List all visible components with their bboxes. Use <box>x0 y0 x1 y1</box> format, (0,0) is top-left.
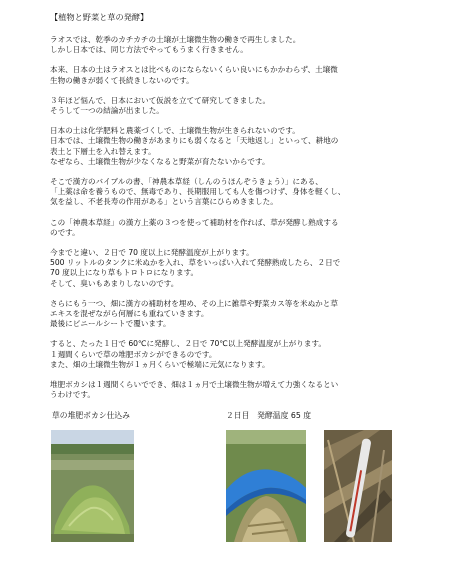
paragraph-line: うわけです。 <box>50 390 95 400</box>
paragraph <box>50 65 422 85</box>
paragraph-line: そして、臭いもあまりしないのです。 <box>50 278 179 288</box>
thermometer-photo <box>324 430 392 542</box>
paragraph-line: 本来、日本の土はラオスとは比べものにならないくらい良いにもかかわらず、土壌微 <box>50 65 338 75</box>
photo-caption-fermentation: ２日目 発酵温度 65 度 <box>226 411 312 420</box>
paragraph-line: 日本では、土壌微生物の働きがあまりにも弱くなると「天地返し」といって、耕地の <box>50 136 339 146</box>
paragraph-line: ３年ほど悩んで、日本において仮説を立てて研究してきました。 <box>50 95 271 105</box>
paragraph <box>50 218 422 238</box>
paragraph-line: なぜなら、土壌微生物が少なくなると野菜が育たないからです。 <box>50 156 270 166</box>
paragraph-line: そうして一つの結論が出ました。 <box>50 106 164 116</box>
photo-captions <box>50 410 422 422</box>
paragraph-line: １週間くらいで草の堆肥ボカシができるのです。 <box>50 349 217 359</box>
paragraph-line: 表土と下層土を入れ替えます。 <box>50 146 156 156</box>
paragraph-line: すると、たった１日で 60℃に発酵し、２日で 70℃以上発酵温度が上がります。 <box>50 339 327 349</box>
paragraph-line: エキスを混ぜながら何層にも重ねていきます。 <box>50 309 209 319</box>
paragraph <box>50 177 422 208</box>
paragraph-line: 500 リットルのタンクに米ぬかを入れ、草をいっぱい入れて発酵熟成したら、２日で <box>50 258 341 268</box>
paragraph-line: しかし日本では、同じ方法でやってもうまく行きません。 <box>50 45 248 55</box>
paragraph-line: この「神農本草経」の漢方上薬の３つを使って補助材を作れば、草が発酵し熟成する <box>50 217 339 227</box>
paragraph-line: また、畑の土壌微生物が１ヵ月くらいで極端に元気になります。 <box>50 359 270 369</box>
paragraph-line: ラオスでは、乾季のカチカチの土壌が土壌微生物の働きで再生しました。 <box>50 35 301 44</box>
paragraph-line: のです。 <box>50 227 80 237</box>
paragraph-line: さらにもう一つ、畑に漢方の補助材を埋め、その上に雑草や野菜カス等を米ぬかと草 <box>50 298 338 308</box>
paragraph <box>50 126 422 167</box>
paragraph <box>50 339 422 370</box>
paragraph <box>50 380 422 400</box>
paragraph-line: 今までと違い、２日で 70 度以上に発酵温度が上がります。 <box>50 248 254 258</box>
paragraph-line: 堆肥ボカシは１週間くらいででき、畑は１ヵ月で土壌微生物が増えて力強くなるとい <box>50 380 339 390</box>
paragraph-line: 「上薬は命を養うもので、無毒であり、長期服用しても人を傷つけず、身体を軽くし、 <box>50 187 346 197</box>
tarp-compost-photo <box>226 430 306 542</box>
paragraph-line: 日本の土は化学肥料と農薬づくしで、土壌微生物が生きられないのです。 <box>50 126 300 136</box>
paragraph <box>50 35 422 55</box>
document-title: 【植物と野菜と草の発酵】 <box>50 12 149 22</box>
paragraph <box>50 248 422 289</box>
paragraph <box>50 299 422 330</box>
paragraph-line: 気を益し、不老長寿の作用がある」という言葉にひらめきました。 <box>50 197 278 207</box>
grass-pile-photo <box>51 430 134 542</box>
paragraph-line: そこで漢方のバイブルの書、「神農本草経（しんのうほんぞうきょう）」にある、 <box>50 177 323 187</box>
photo-caption-grass-pile: 草の堆肥ボカシ仕込み <box>52 411 130 420</box>
paragraph-line: 70 度以上になり草もトロトロになります。 <box>50 268 199 278</box>
paragraph <box>50 96 422 116</box>
paragraph-line: 生物の働きが弱くて長続きしないのです。 <box>50 75 194 85</box>
document-body <box>50 35 422 400</box>
paragraph-line: 最後にビニールシートで覆います。 <box>50 319 171 329</box>
